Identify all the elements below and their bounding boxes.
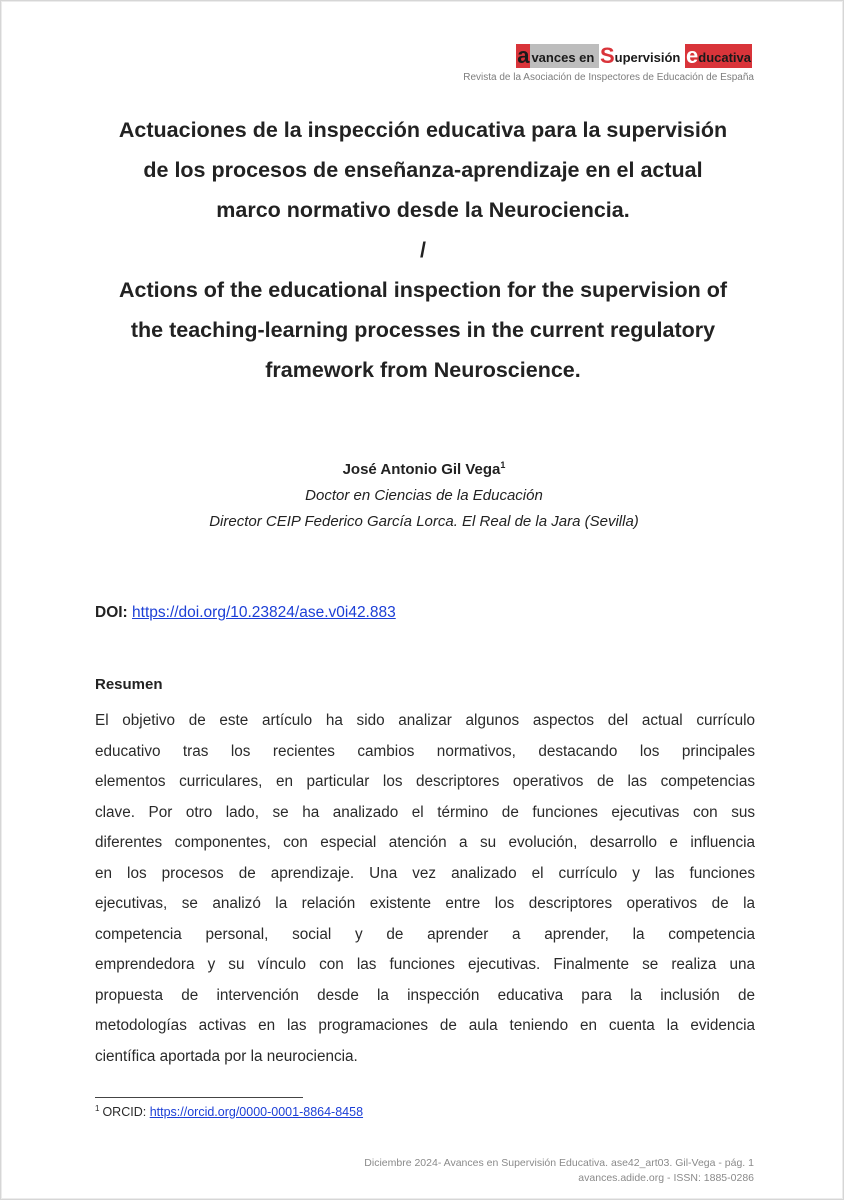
abstract-line: educativo tras los recientes cambios normativos, destacando los principales: [95, 742, 755, 760]
author-role-2: Director CEIP Federico García Lorca. El Real de la Jara (Sevilla): [209, 513, 639, 530]
abstract-line: metodologías activas en las programaciones de aula teniendo en cuenta la evidencia: [95, 1017, 755, 1034]
author-footnote-mark[interactable]: 1: [500, 460, 506, 470]
abstract-line: científica aportada por la neurociencia.: [95, 1047, 358, 1065]
article-title: [70, 110, 776, 390]
page-footer-line-1: Diciembre 2024- Avances en Supervisión Educativa. ase42_art03. Gil-Vega - pág. 1: [364, 1157, 754, 1169]
title-en-line-3: framework from Neuroscience.: [265, 358, 581, 382]
logo-text-3: ducativa: [698, 50, 751, 65]
doi-link[interactable]: https://doi.org/10.23824/ase.v0i42.883: [132, 604, 396, 621]
abstract-line: emprendedora y su vínculo con las funciones ejecutivas. Finalmente se realiza una: [95, 956, 755, 973]
page-footer: [364, 1156, 754, 1186]
abstract-heading: Resumen: [95, 676, 163, 693]
author-name: José Antonio Gil Vega: [342, 461, 501, 478]
title-es-line-3: marco normativo desde la Neurociencia.: [216, 198, 630, 222]
logo-text-1: vances en: [531, 50, 598, 65]
page-footer-line-2: avances.adide.org - ISSN: 1885-0286: [578, 1172, 754, 1184]
logo-segment-red-2: [685, 44, 752, 68]
abstract-line: ejecutivas, se analizó la relación existente entre los descriptores operativos de la: [95, 895, 755, 912]
footnote: [95, 1104, 363, 1119]
logo-segment-gray: [530, 44, 599, 68]
logo-text-2: upervisión: [614, 50, 684, 65]
title-en-line-1: Actions of the educational inspection for the supervision of: [118, 278, 728, 302]
title-separator: /: [420, 238, 426, 262]
logo-letter-s: S: [599, 43, 615, 68]
abstract-line: competencia personal, social y de aprender a aprender, la competencia: [95, 925, 755, 943]
author-block: [100, 452, 748, 535]
abstract-line: en los procesos de aprendizaje. Una vez analizado el currículo y las funciones: [95, 864, 755, 882]
journal-subtitle: Revista de la Asociación de Inspectores de Educación de España: [463, 72, 754, 83]
doi-line: [95, 604, 396, 622]
abstract-line: clave. Por otro lado, se ha analizado el término de funciones ejecutivas con sus: [95, 803, 755, 821]
doi-label: DOI:: [95, 604, 128, 621]
abstract-line: El objetivo de este artículo ha sido analizar algunos aspectos del actual currículo: [95, 712, 755, 729]
title-es-line-2: de los procesos de enseñanza-aprendizaje en el actual: [143, 158, 703, 182]
title-en-line-2: the teaching-learning processes in the current regulatory: [130, 318, 716, 342]
author-role-1: Doctor en Ciencias de la Educación: [305, 487, 543, 504]
author-name-line: [100, 452, 748, 483]
logo-letter-a: a: [517, 43, 530, 68]
title-es-line-1: Actuaciones de la inspección educativa para la supervisión: [118, 118, 728, 142]
abstract-line: propuesta de intervención desde la inspección educativa para la inclusión de: [95, 986, 755, 1004]
footnote-label: ORCID:: [102, 1105, 147, 1119]
footnote-mark: 1: [95, 1104, 100, 1113]
journal-logo: [516, 44, 752, 68]
footnote-divider: [95, 1097, 303, 1098]
orcid-link[interactable]: https://orcid.org/0000-0001-8864-8458: [149, 1105, 364, 1119]
abstract-line: diferentes componentes, con especial atención a su evolución, desarrollo e influencia: [95, 834, 755, 851]
logo-letter-e: e: [686, 43, 699, 68]
logo-segment-red: [516, 44, 530, 68]
logo-segment-white: [599, 44, 685, 68]
abstract-body: [95, 706, 755, 1072]
abstract-line: elementos curriculares, en particular los descriptores operativos de las competencias: [95, 773, 755, 790]
